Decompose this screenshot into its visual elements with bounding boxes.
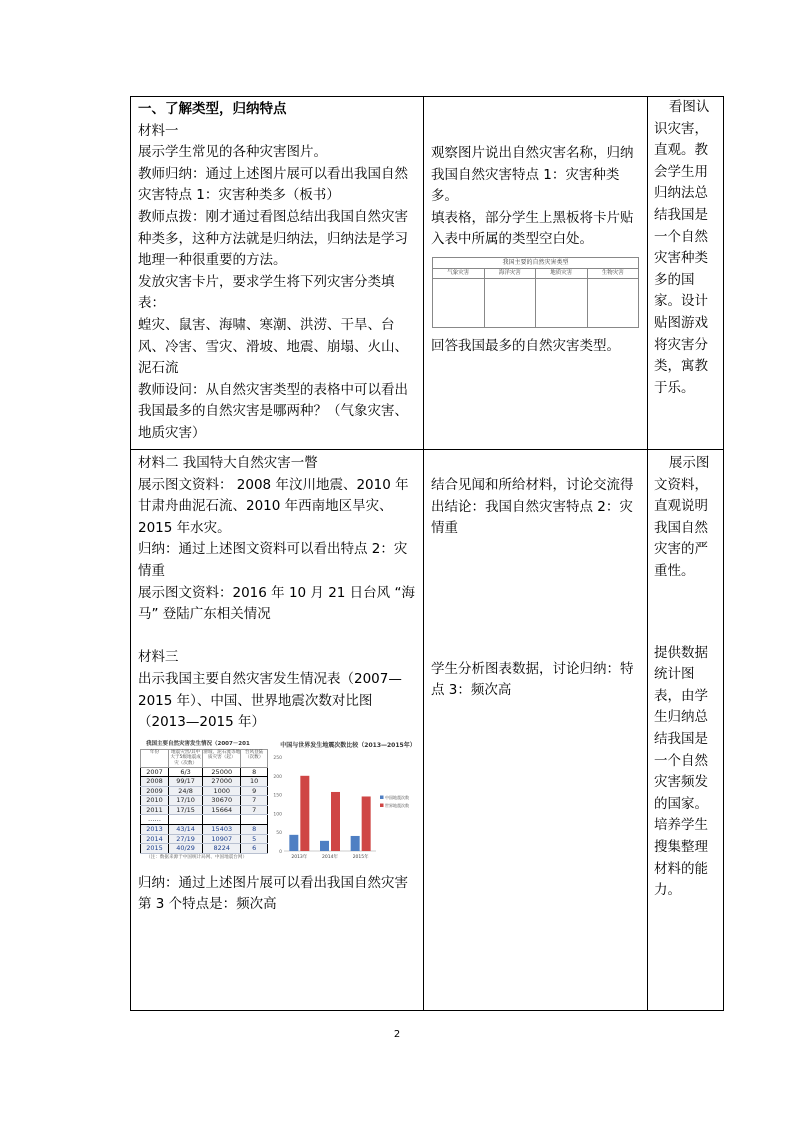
legend-label: 世界地震次数 (385, 802, 409, 808)
bar-world (362, 796, 371, 851)
stats-row (141, 825, 268, 835)
legend-label: 中国地震次数 (385, 794, 409, 800)
section2-line: 归纳：通过上述图文资料可以看出特点 2：灾情重 (138, 541, 408, 579)
section1-right-cell (648, 97, 724, 450)
section1-left-cell (131, 97, 424, 450)
section1-title: 一、了解类型，归纳特点 (138, 101, 287, 117)
stats-cell-geo: 8224 (203, 844, 241, 854)
section1-line: 教师归纳：通过上述图片展可以看出我国自然灾害特点 1：灾害种类多（板书） (138, 165, 408, 204)
stats-row (141, 796, 268, 806)
stats-row (141, 777, 268, 787)
bar-china (320, 841, 329, 851)
stats-header: 滑坡、泥石流等地质灾害（起） (203, 749, 241, 767)
section1-line: 教师点拨：刚才通过看图总结出我国自然灾害种类多，这种方法就是归纳法，归纳法是学习地理一种很重要的方法。 (138, 208, 408, 269)
section2-line: 展示图文资料： 2008 年汶川地震、2010 年甘肃舟曲泥石流、2010 年西南地区旱灾、2015 年水灾。 (138, 476, 409, 536)
disaster-stats-table (140, 739, 270, 871)
y-tick-label: 250 (273, 755, 282, 761)
section2-row (131, 450, 724, 1011)
stats-cell-geo: 30670 (203, 796, 241, 806)
section2-line: 归纳：通过上述图片展可以看出我国自然灾害第 3 个特点是：频次高 (138, 874, 408, 913)
y-tick-label: 200 (273, 774, 282, 780)
y-tick-label: 150 (273, 793, 282, 799)
section2-line: 展示图文资料：2016 年 10 月 21 日台风 “海马” 登陆广东相关情况 (138, 584, 415, 623)
section1-activity: 填表格，部分学生上黑板将卡片贴入表中所属的类型空白处。 (431, 209, 634, 248)
stats-cell-geo: 25000 (203, 767, 241, 777)
section2-line: 材料二 我国特大自然灾害一瞥 (138, 455, 318, 471)
stats-table-note: （注：数据来源于中国统计局网、中国地震台网） (146, 854, 248, 860)
stats-cell-typhoon: 5 (241, 834, 268, 844)
y-tick-label: 0 (279, 849, 282, 855)
stats-row (141, 844, 268, 854)
section2-intent: 展示图文资料，直观说明我国自然灾害的严重性。 (654, 455, 710, 579)
stats-cell-year: …… (141, 815, 169, 825)
stats-cell-typhoon: 8 (241, 767, 268, 777)
stats-row (141, 815, 268, 825)
lesson-plan-table (130, 96, 724, 1011)
section1-middle-cell (424, 97, 648, 450)
stats-cell-year: 2015 (141, 844, 169, 854)
disaster-type-header: 地质灾害 (536, 269, 587, 279)
stats-cell-geo: 1000 (203, 786, 241, 796)
chart-svg (270, 739, 418, 869)
stats-cell-typhoon: 7 (241, 805, 268, 815)
stats-cell-geo: 27000 (203, 777, 241, 787)
stats-header: 年份 (141, 749, 169, 767)
stats-row (141, 834, 268, 844)
stats-cell-quake: 99/17 (168, 777, 202, 787)
stats-cell-quake: 17/15 (168, 805, 202, 815)
legend-swatch (380, 803, 384, 807)
section1-activity: 回答我国最多的自然灾害类型。 (431, 337, 620, 354)
data-figures (140, 739, 418, 871)
stats-cell-quake: 27/19 (168, 834, 202, 844)
stats-cell-typhoon (241, 815, 268, 825)
stats-row (141, 786, 268, 796)
section1-line: 蝗灾、鼠害、海啸、寒潮、洪涝、干旱、台风、冷害、雪灾、滑坡、地震、崩塌、火山、泥石流 (138, 316, 408, 377)
stats-cell-quake: 6/3 (168, 767, 202, 777)
bar-china (289, 835, 298, 851)
stats-cell-year: 2013 (141, 825, 169, 835)
stats-row (141, 805, 268, 815)
stats-cell-year: 2011 (141, 805, 169, 815)
stats-cell-geo: 10907 (203, 834, 241, 844)
disaster-type-header: 生物灾害 (588, 269, 639, 279)
section1-intent: 看图认识灾害，直观。教会学生用归纳法总结我国是一个自然灾害种类多的国家。设计贴图游戏将灾害分类，寓教于乐。 (654, 99, 710, 396)
x-tick-label: 2015年 (352, 854, 369, 860)
stats-cell-quake: 17/10 (168, 796, 202, 806)
disaster-types-table (432, 257, 639, 328)
disaster-type-column (485, 269, 537, 327)
disaster-type-column (536, 269, 588, 327)
stats-cell-typhoon: 7 (241, 796, 268, 806)
section2-activity: 学生分析图表数据，讨论归纳：特点 3：频次高 (431, 660, 634, 699)
x-tick-label: 2014年 (322, 854, 338, 860)
stats-cell-year: 2008 (141, 777, 169, 787)
disaster-types-caption: 我国主要的自然灾害类型 (433, 258, 638, 269)
section2-activity: 结合见闻和所给材料，讨论交流得出结论：我国自然灾害特点 2：灾情重 (431, 477, 634, 537)
section2-left-cell (131, 450, 424, 1011)
section1-line: 展示学生常见的各种灾害图片。 (138, 144, 327, 161)
stats-cell-year: 2007 (141, 767, 169, 777)
y-tick-label: 100 (273, 812, 282, 818)
stats-cell-typhoon: 10 (241, 777, 268, 787)
stats-cell-typhoon: 6 (241, 844, 268, 854)
earthquake-comparison-chart (270, 739, 418, 871)
bar-world (331, 792, 340, 851)
chart-title: 中国与世界发生地震次数比较（2013—2015年） (280, 741, 416, 749)
disaster-type-header: 气象灾害 (433, 269, 484, 279)
stats-cell-typhoon: 9 (241, 786, 268, 796)
stats-cell-geo: 15664 (203, 805, 241, 815)
bar-world (300, 776, 309, 851)
stats-cell-typhoon: 8 (241, 825, 268, 835)
section2-middle-cell (424, 450, 648, 1011)
stats-cell-year: 2010 (141, 796, 169, 806)
y-tick-label: 50 (276, 830, 282, 836)
stats-cell-year: 2014 (141, 834, 169, 844)
section2-intent: 提供数据统计图表，由学生归纳总结我国是一个自然灾害频发的国家。培养学生搜集整理材料的能力。 (654, 644, 708, 899)
stats-cell-quake: 40/29 (168, 844, 202, 854)
page-number: 2 (393, 1029, 401, 1040)
stats-cell-geo (203, 815, 241, 825)
bar-china (351, 836, 360, 851)
stats-header: 台风登陆（次数） (241, 749, 268, 767)
section1-line: 发放灾害卡片，要求学生将下列灾害分类填表： (138, 273, 395, 312)
section1-row (131, 97, 724, 450)
section1-line: 教师设问：从自然灾害类型的表格中可以看出我国最多的自然灾害是哪两种？（气象灾害、地质灾害） (138, 381, 408, 441)
stats-cell-geo: 15403 (203, 825, 241, 835)
stats-table-title: 我国主要自然灾害发生情况（2007－201 (146, 740, 250, 747)
stats-cell-quake: 43/14 (168, 825, 202, 835)
x-tick-label: 2013年 (291, 854, 308, 860)
stats-cell-quake: 24/8 (168, 786, 202, 796)
section2-right-cell (648, 450, 724, 1011)
legend-swatch (380, 795, 384, 799)
section2-line: 材料三 (138, 649, 179, 666)
disaster-type-column (588, 269, 639, 327)
stats-cell-quake (168, 815, 202, 825)
disaster-type-header: 海洋灾害 (485, 269, 536, 279)
section1-activity: 观察图片说出自然灾害名称，归纳我国自然灾害特点 1：灾害种类多。 (431, 145, 634, 205)
disaster-type-column (433, 269, 485, 327)
stats-header: 地震灾害/其中大于5级地震成灾（次数） (170, 749, 201, 766)
stats-cell-year: 2009 (141, 786, 169, 796)
section2-line: 出示我国主要自然灾害发生情况表（2007—2015 年）、中国、世界地震次数对比图（2013—2015 年） (138, 670, 402, 731)
stats-row (141, 767, 268, 777)
section1-line: 材料一 (138, 122, 179, 139)
